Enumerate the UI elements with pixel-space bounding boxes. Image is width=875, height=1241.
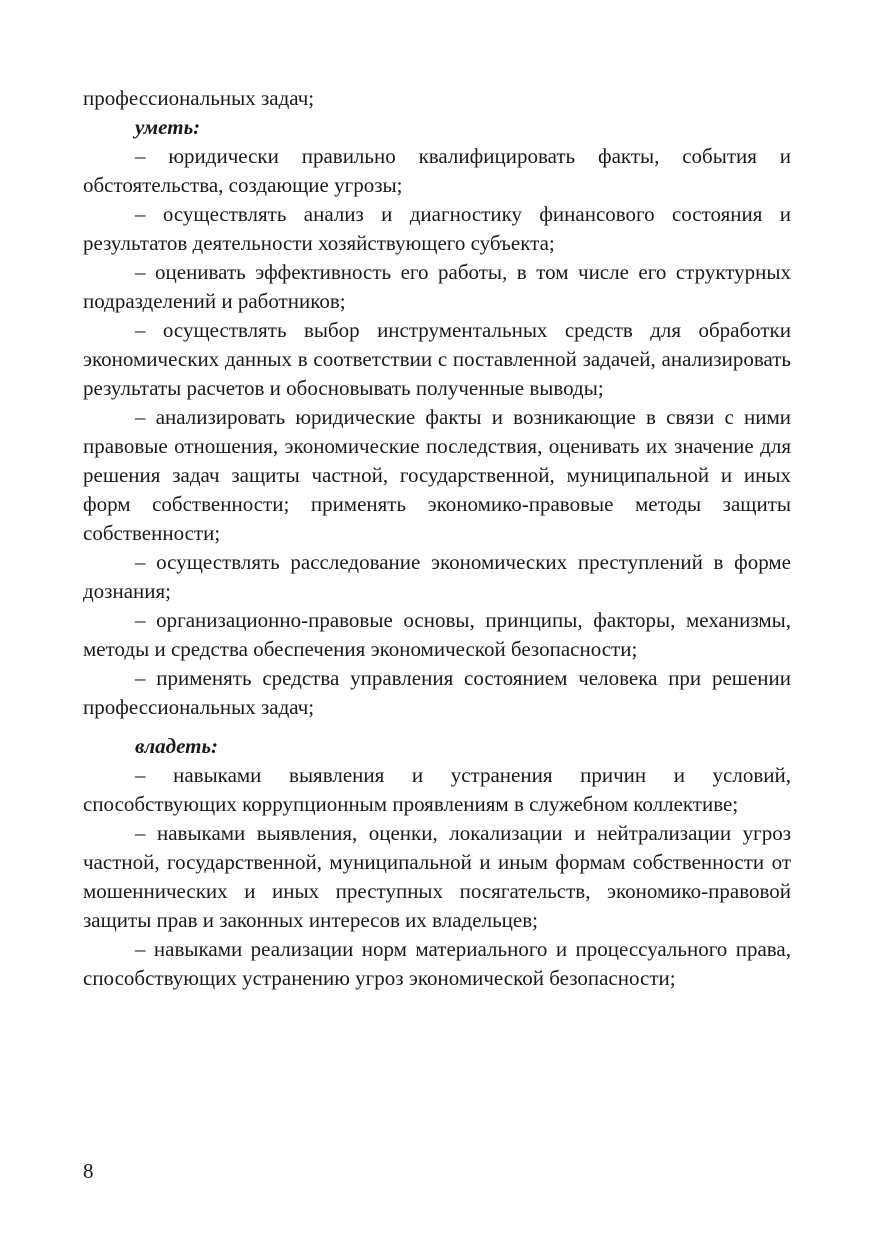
list-item-vladet-2: – навыками выявления, оценки, локализации и нейтрализации угроз частной, государственной, муниципальной и иным формам собственности от мошеннических и иных преступных посягательств, экономико-правовой защиты прав и законных интересов их владельцев;	[83, 821, 791, 932]
heading-umet: уметь:	[135, 115, 201, 139]
page-number: 8	[83, 1159, 94, 1183]
list-item-umet-3: – оценивать эффективность его работы, в том числе его структурных подразделений и работников;	[83, 260, 791, 313]
list-item-umet-7: – организационно-правовые основы, принципы, факторы, механизмы, методы и средства обеспечения экономической безопасности;	[83, 608, 791, 661]
list-item-umet-2: – осуществлять анализ и диагностику финансового состояния и результатов деятельности хозяйствующего субъекта;	[83, 202, 791, 255]
list-item-umet-5: – анализировать юридические факты и возникающие в связи с ними правовые отношения, экономические последствия, оценивать их значение для решения задач защиты частной, государственной, муниципальной и иных форм собственности; применять экономико-правовые методы защиты собственности;	[83, 405, 791, 545]
heading-vladet: владеть:	[135, 734, 219, 758]
page-body	[83, 84, 791, 993]
list-item-umet-8: – применять средства управления состоянием человека при решении профессиональных задач;	[83, 666, 791, 719]
list-item-umet-1: – юридически правильно квалифицировать факты, события и обстоятельства, создающие угрозы;	[83, 144, 791, 197]
list-item-umet-4: – осуществлять выбор инструментальных средств для обработки экономических данных в соответствии с поставленной задачей, анализировать результаты расчетов и обосновывать полученные выводы;	[83, 318, 791, 400]
list-item-umet-6: – осуществлять расследование экономических преступлений в форме дознания;	[83, 550, 791, 603]
list-item-vladet-3: – навыками реализации норм материального и процессуального права, способствующих устранению угроз экономической безопасности;	[83, 937, 791, 990]
opening-fragment: профессиональных задач;	[83, 86, 315, 110]
list-item-vladet-1: – навыками выявления и устранения причин и условий, способствующих коррупционным проявлениям в служебном коллективе;	[83, 763, 791, 816]
